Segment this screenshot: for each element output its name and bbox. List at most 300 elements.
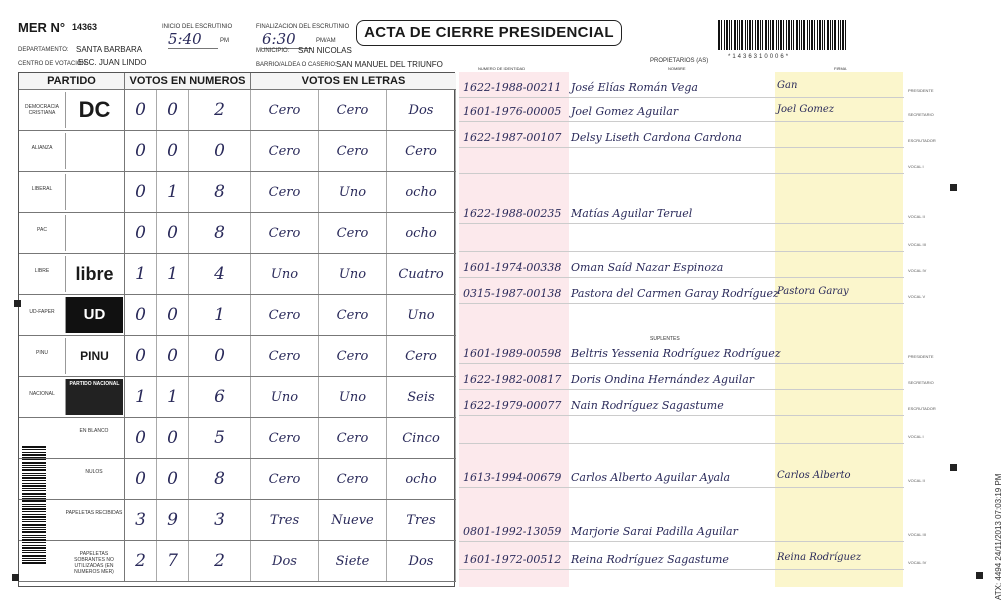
party-logo-text: PINU	[80, 349, 109, 363]
barcode-bar	[22, 545, 46, 546]
member-id: 1601-1976-00005	[463, 105, 562, 118]
registration-mark	[14, 300, 21, 307]
barcode-bar	[729, 20, 730, 50]
barcode-bar	[822, 20, 823, 50]
municipio-value: SAN NICOLAS	[298, 46, 352, 55]
member-row	[459, 104, 904, 122]
member-row	[459, 260, 904, 278]
barcode-bar	[718, 20, 720, 50]
party-name: LIBERAL	[31, 186, 53, 192]
document-title: ACTA DE CIERRE PRESIDENCIAL	[356, 20, 622, 46]
party-name: PAPELETAS SOBRANTES NO UTILIZADAS (EN NUMEROS MER)	[74, 551, 114, 575]
vote-digit: 0	[125, 90, 157, 130]
barcode-bar	[734, 20, 736, 50]
vote-word: Uno	[251, 254, 319, 294]
party-logo	[65, 297, 123, 333]
mer-label: MER N°	[18, 20, 66, 35]
vote-digit: 0	[189, 336, 251, 376]
vote-word: Uno	[387, 295, 456, 335]
barcode-bar	[801, 20, 802, 50]
party-name: ALIANZA	[31, 145, 53, 151]
vote-row	[19, 90, 456, 131]
barcode-bar	[793, 20, 794, 50]
barcode-bar	[760, 20, 761, 50]
barcode-bar	[22, 524, 46, 526]
party-logo	[65, 92, 123, 128]
member-name: Joel Gomez Aguilar	[571, 105, 679, 118]
barrio-value: SAN MANUEL DEL TRIUNFO	[336, 60, 443, 69]
party-cell	[19, 90, 125, 130]
vote-digit: 5	[189, 418, 251, 458]
barcode-bar	[22, 504, 46, 505]
vote-digit: 0	[157, 336, 189, 376]
role-label: SECRETARIO	[908, 112, 934, 117]
barcode-bar	[772, 20, 774, 50]
barcode-bar	[22, 490, 46, 491]
party-name: LIBRE	[34, 268, 50, 274]
vote-digit: 7	[157, 541, 189, 581]
vote-digit: 1	[157, 254, 189, 294]
party-name: DEMOCRACIA CRISTIANA	[25, 104, 59, 116]
final-value: 6:30	[262, 30, 312, 49]
party-cell	[19, 213, 125, 253]
barcode-bar	[22, 498, 46, 499]
barcode-side	[22, 446, 56, 568]
barcode-bar	[832, 20, 833, 50]
party-logo	[65, 133, 123, 169]
registration-mark	[12, 574, 19, 581]
role-label: SECRETARIO	[908, 380, 934, 385]
barcode-bar	[721, 20, 722, 50]
vote-word: Nueve	[319, 500, 387, 540]
vote-digit: 1	[125, 377, 157, 417]
barcode-bar	[22, 558, 46, 559]
barcode-bar	[22, 529, 46, 530]
vote-digit: 3	[189, 500, 251, 540]
barcode-bar	[22, 477, 46, 479]
barcode-bar	[22, 527, 46, 528]
vote-row	[19, 336, 456, 377]
vote-digit: 0	[189, 131, 251, 171]
vote-word: Tres	[387, 500, 456, 540]
role-label: VOCAL I	[908, 434, 924, 439]
vote-digit: 1	[157, 377, 189, 417]
vote-word: Cero	[319, 336, 387, 376]
barcode-bar	[796, 20, 798, 50]
barcode-bar	[22, 469, 46, 471]
barcode-bar	[786, 20, 787, 50]
barrio-label: BARRIO/ALDEA O CASERIO:	[256, 62, 337, 68]
barcode-bar	[22, 514, 46, 515]
vote-digit: 2	[189, 90, 251, 130]
vote-word: Cero	[387, 131, 456, 171]
party-cell	[19, 254, 125, 294]
vote-word: Cero	[319, 295, 387, 335]
vote-digit: 1	[157, 172, 189, 212]
vote-digit: 0	[157, 213, 189, 253]
registration-mark	[950, 184, 957, 191]
letras-header: VOTOS EN LETRAS	[301, 75, 406, 87]
barcode-bar	[22, 480, 46, 481]
barcode-bar	[22, 446, 46, 448]
vote-digit: 0	[157, 131, 189, 171]
party-name: PAC	[37, 227, 47, 233]
member-id: 1622-1979-00077	[463, 399, 562, 412]
vote-word: Cero	[319, 459, 387, 499]
vote-word: Cero	[251, 295, 319, 335]
table-header	[19, 73, 456, 90]
vote-digit: 8	[189, 459, 251, 499]
barcode-bar	[768, 20, 769, 50]
barcode-bar	[22, 511, 46, 512]
vote-word: Cero	[251, 131, 319, 171]
member-row	[459, 552, 904, 570]
member-row	[459, 524, 904, 542]
vote-digit: 6	[189, 377, 251, 417]
barcode-bar	[22, 459, 46, 460]
vote-row	[19, 295, 456, 336]
barcode-bar	[762, 20, 763, 50]
party-name: PINU	[36, 350, 48, 356]
party-logo-text: PARTIDO NACIONAL	[69, 381, 120, 387]
party-cell	[19, 336, 125, 376]
role-label: VOCAL III	[908, 242, 926, 247]
barcode-bar	[22, 531, 46, 533]
member-signature: Reina Rodríguez	[777, 552, 862, 563]
party-cell	[19, 377, 125, 417]
vote-word: Cero	[251, 213, 319, 253]
vote-row	[19, 377, 456, 418]
barcode-bar	[817, 20, 818, 50]
vote-digit: 2	[125, 541, 157, 581]
vote-word: Cuatro	[387, 254, 456, 294]
party-name: UD-FAPER	[29, 309, 55, 315]
barcode-bar	[22, 500, 46, 502]
member-row	[459, 470, 904, 488]
vote-row	[19, 131, 456, 172]
member-name: Oman Saíd Nazar Espinoza	[571, 261, 724, 274]
vote-word: Cero	[319, 213, 387, 253]
barcode-bar	[838, 20, 839, 50]
barcode-bar	[22, 449, 46, 450]
barcode-bar	[819, 20, 821, 50]
vote-word: Cero	[319, 131, 387, 171]
party-cell	[19, 172, 125, 212]
municipio-label: MUNICIPIO:	[256, 48, 290, 54]
vote-digit: 0	[125, 213, 157, 253]
inicio-pm: PM	[220, 38, 229, 44]
vote-word: Cero	[387, 336, 456, 376]
vote-word: Cinco	[387, 418, 456, 458]
role-label: ESCRUTADOR	[908, 138, 936, 143]
barcode-bar	[803, 20, 805, 50]
vote-digit: 0	[125, 295, 157, 335]
member-name: José Elías Román Vega	[571, 81, 698, 94]
barcode-bar	[22, 539, 46, 541]
vote-row	[19, 172, 456, 213]
member-id: 1622-1987-00107	[463, 131, 562, 144]
vote-row	[19, 500, 456, 541]
vote-digit: 1	[189, 295, 251, 335]
vote-word: Seis	[387, 377, 456, 417]
barcode-bar	[811, 20, 813, 50]
vote-word: ocho	[387, 459, 456, 499]
departamento-label: DEPARTAMENTO:	[18, 47, 69, 53]
party-name: NACIONAL	[29, 391, 55, 397]
inicio-value: 5:40	[168, 30, 218, 49]
member-id: 1613-1994-00679	[463, 471, 562, 484]
vote-word: Dos	[251, 541, 319, 581]
member-row	[459, 426, 904, 444]
member-id: 1622-1988-00211	[463, 81, 562, 94]
centro-value: ESC. JUAN LINDO	[78, 58, 147, 67]
vote-digit: 0	[125, 172, 157, 212]
vote-row	[19, 459, 456, 500]
party-name: EN BLANCO	[79, 428, 109, 434]
role-label: VOCAL IV	[908, 268, 927, 273]
vote-row	[19, 254, 456, 295]
suplentes-label: SUPLENTES	[650, 336, 680, 342]
barcode-bar	[809, 20, 810, 50]
party-logo	[65, 256, 123, 292]
role-label: VOCAL V	[908, 294, 926, 299]
member-row	[459, 346, 904, 364]
barcode-bar	[791, 20, 792, 50]
firma-label: FIRMA	[834, 66, 847, 71]
barcode-number: *1436310006*	[728, 54, 791, 60]
member-name: Pastora del Carmen Garay Rodríguez	[571, 287, 779, 300]
vote-word: Cero	[319, 418, 387, 458]
barcode-bar	[845, 20, 846, 50]
vote-word: Cero	[251, 459, 319, 499]
role-label: PRESIDENTE	[908, 88, 934, 93]
barcode-bar	[731, 20, 732, 50]
barcode-bar	[22, 547, 46, 549]
barcode-bar	[747, 20, 748, 50]
party-cell	[19, 295, 125, 335]
fax-timestamp: ATX: 4494 24/11/2013 07:03:19 PM	[994, 473, 1003, 600]
barcode-bar	[22, 519, 46, 520]
member-signature: Pastora Garay	[777, 286, 849, 297]
vote-word: ocho	[387, 172, 456, 212]
party-logo-text: UD	[83, 306, 106, 323]
vote-row	[19, 541, 456, 582]
barcode-bar	[22, 493, 46, 495]
barcode-bar	[749, 20, 751, 50]
role-label: ESCRUTADOR	[908, 406, 936, 411]
barcode-bar	[776, 20, 777, 50]
barcode-bar	[22, 535, 46, 536]
party-logo	[65, 215, 123, 251]
registration-mark	[950, 464, 957, 471]
party-name: PAPELETAS RECIBIDAS	[65, 510, 123, 516]
barcode-bar	[22, 488, 46, 489]
barcode-bar	[22, 452, 46, 453]
role-label: VOCAL III	[908, 532, 926, 537]
member-row	[459, 398, 904, 416]
vote-word: Cero	[251, 90, 319, 130]
nombre-label: NOMBRE	[668, 66, 686, 71]
vote-word: Uno	[251, 377, 319, 417]
member-name: Beltris Yessenia Rodríguez Rodríguez	[571, 347, 781, 360]
inicio-label: INICIO DEL ESCRUTINIO	[162, 24, 233, 30]
member-id: 1622-1988-00235	[463, 207, 562, 220]
vote-digit: 0	[157, 90, 189, 130]
barcode-bar	[827, 20, 829, 50]
vote-word: Uno	[319, 377, 387, 417]
barcode-bar	[788, 20, 790, 50]
vote-word: Cero	[251, 336, 319, 376]
vote-digit: 0	[157, 295, 189, 335]
vote-digit: 0	[157, 459, 189, 499]
barcode-bar	[726, 20, 728, 50]
vote-digit: 1	[125, 254, 157, 294]
vote-digit: 0	[125, 131, 157, 171]
barcode-bar	[22, 542, 46, 543]
party-logo-text: libre	[75, 264, 114, 284]
barcode-bar	[778, 20, 779, 50]
role-label: VOCAL I	[908, 164, 924, 169]
member-row	[459, 206, 904, 224]
member-name: Marjorie Sarai Padilla Aguilar	[571, 525, 738, 538]
vote-digit: 8	[189, 172, 251, 212]
member-id: 0801-1992-13059	[463, 525, 562, 538]
member-id: 0315-1987-00138	[463, 287, 562, 300]
vote-word: Cero	[251, 418, 319, 458]
member-signature: Joel Gomez	[777, 104, 835, 115]
member-name: Doris Ondina Hernández Aguilar	[571, 373, 755, 386]
vote-digit: 0	[157, 418, 189, 458]
vote-word: Dos	[387, 90, 456, 130]
vote-row	[19, 418, 456, 459]
member-row	[459, 286, 904, 304]
barcode-bar	[22, 516, 46, 518]
centro-label: CENTRO DE VOTACION:	[18, 61, 88, 67]
vote-digit: 4	[189, 254, 251, 294]
member-row	[459, 234, 904, 252]
member-row	[459, 372, 904, 390]
vote-table	[18, 72, 455, 587]
role-label: VOCAL II	[908, 214, 925, 219]
member-name: Carlos Alberto Aguilar Ayala	[571, 471, 731, 484]
id-shading	[455, 72, 565, 587]
barcode-bar	[22, 562, 46, 564]
barcode-bar	[834, 20, 836, 50]
member-name: Delsy Liseth Cardona Cardona	[571, 131, 742, 144]
party-name: NULOS	[85, 469, 103, 475]
member-name: Reina Rodríguez Sagastume	[571, 553, 729, 566]
propietarios-label: PROPIETARIOS (AS)	[650, 58, 709, 64]
role-label: VOCAL IV	[908, 560, 927, 565]
member-signature: Gan	[777, 80, 798, 91]
barcode-bar	[22, 473, 46, 474]
member-row	[459, 130, 904, 148]
departamento-value: SANTA BARBARA	[76, 45, 143, 54]
vote-digit: 3	[125, 500, 157, 540]
vote-digit: 0	[125, 459, 157, 499]
barcode-bar	[22, 521, 46, 522]
vote-digit: 0	[125, 336, 157, 376]
barcode-bar	[783, 20, 784, 50]
barcode-bar	[22, 475, 46, 476]
barcode-bar	[22, 555, 46, 557]
party-logo	[65, 379, 123, 415]
barcode-bar	[739, 20, 740, 50]
party-logo	[65, 338, 123, 374]
barcode-bar	[22, 457, 46, 458]
member-signature: Carlos Alberto	[777, 470, 851, 481]
member-id: 1622-1982-00817	[463, 373, 562, 386]
vote-word: Uno	[319, 254, 387, 294]
barcode-bar	[830, 20, 831, 50]
vote-word: Tres	[251, 500, 319, 540]
member-id: 1601-1974-00338	[463, 261, 562, 274]
party-logo	[65, 174, 123, 210]
barcode-bar	[757, 20, 759, 50]
role-label: VOCAL II	[908, 478, 925, 483]
barcode-bar	[22, 506, 46, 507]
barcode-bar	[840, 20, 841, 50]
barcode-bar	[780, 20, 782, 50]
barcode-bar	[842, 20, 844, 50]
party-logo-text: DC	[78, 97, 111, 122]
barcode-bar	[770, 20, 771, 50]
barcode-bar	[724, 20, 725, 50]
partido-header: PARTIDO	[19, 73, 125, 90]
final-label: FINALIZACION DEL ESCRUTINIO	[256, 24, 350, 30]
member-name: Nain Rodríguez Sagastume	[571, 399, 724, 412]
vote-row	[19, 213, 456, 254]
barcode-bar	[737, 20, 738, 50]
barcode-bar	[22, 508, 46, 510]
registration-mark	[976, 572, 983, 579]
id-column-label: NUMERO DE IDENTIDAD	[478, 66, 526, 71]
member-id: 1601-1989-00598	[463, 347, 562, 360]
vote-word: Uno	[319, 172, 387, 212]
vote-digit: 9	[157, 500, 189, 540]
barcode-bar	[814, 20, 815, 50]
barcode-bar	[824, 20, 825, 50]
barcode-bar	[745, 20, 746, 50]
barcode-bar	[799, 20, 800, 50]
barcode-bar	[22, 467, 46, 468]
barcode-bar	[22, 552, 46, 553]
barcode-bar	[741, 20, 743, 50]
member-name: Matías Aguilar Teruel	[571, 207, 693, 220]
mer-number: 14363	[72, 22, 98, 32]
vote-word: Cero	[251, 172, 319, 212]
barcode-bar	[22, 550, 46, 551]
barcode-bar	[22, 496, 46, 497]
barcode-bar	[22, 485, 46, 487]
vote-word: Siete	[319, 541, 387, 581]
barcode-bar	[22, 483, 46, 484]
barcode-bar	[22, 462, 46, 464]
vote-digit: 2	[189, 541, 251, 581]
numeros-header: VOTOS EN NUMEROS	[125, 73, 251, 90]
member-row	[459, 80, 904, 98]
vote-word: ocho	[387, 213, 456, 253]
barcode-bar	[765, 20, 767, 50]
vote-digit: 8	[189, 213, 251, 253]
role-label: PRESIDENTE	[908, 354, 934, 359]
barcode-bar	[755, 20, 756, 50]
member-id: 1601-1972-00512	[463, 553, 562, 566]
member-row	[459, 156, 904, 174]
barcode-bar	[22, 537, 46, 538]
barcode-bar	[22, 454, 46, 456]
vote-word: Cero	[319, 90, 387, 130]
